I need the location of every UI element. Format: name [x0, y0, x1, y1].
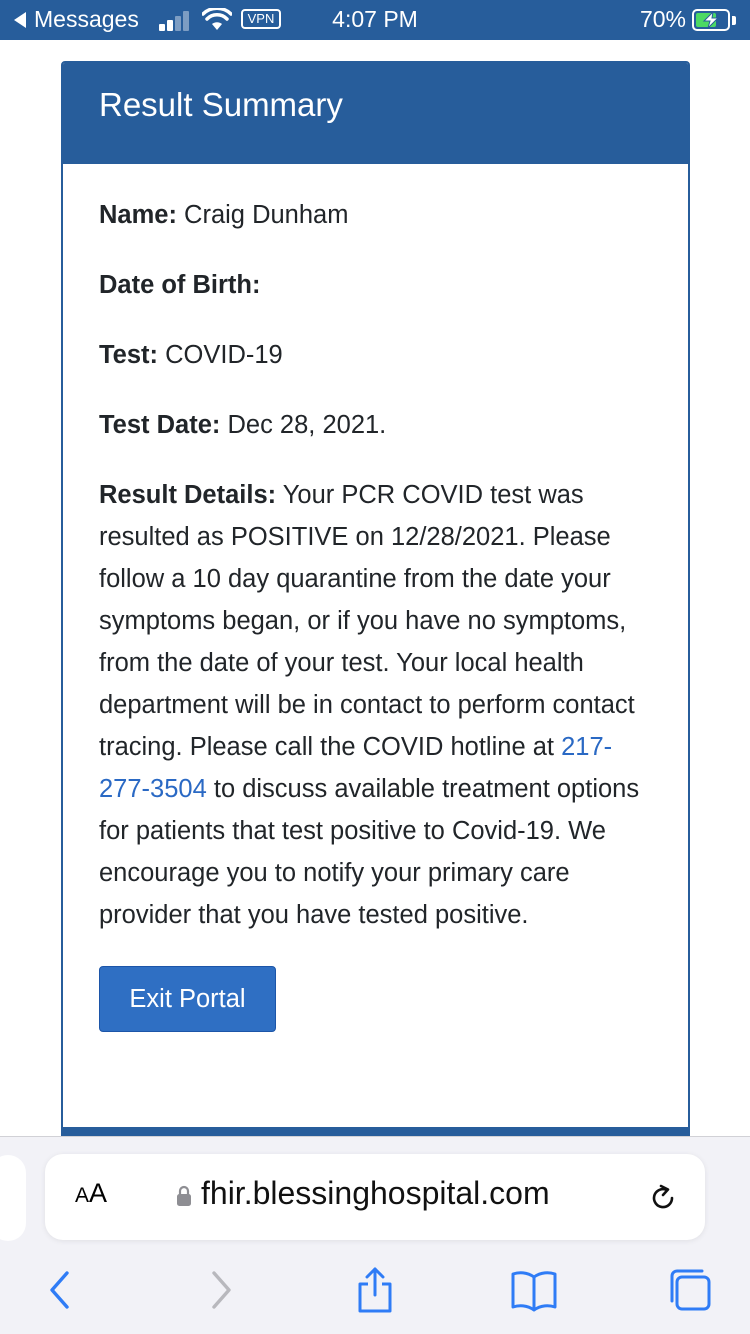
test-date-label: Test Date:	[99, 411, 221, 439]
result-details	[99, 474, 652, 936]
url-text: fhir.blessinghospital.com	[201, 1175, 550, 1211]
browser-nav-row	[0, 1265, 750, 1315]
lock-icon	[176, 1185, 192, 1207]
previous-tab-peek[interactable]	[0, 1155, 26, 1241]
vpn-badge: VPN	[241, 9, 281, 29]
reload-icon[interactable]	[647, 1182, 679, 1214]
tabs-icon[interactable]	[665, 1265, 715, 1315]
result-details-label: Result Details:	[99, 481, 277, 509]
charging-bolt-icon	[694, 11, 728, 29]
card-title: Result Summary	[99, 86, 343, 123]
test-field	[99, 334, 652, 376]
back-app-label: Messages	[34, 6, 139, 32]
browser-toolbar	[0, 1136, 750, 1334]
status-time: 4:07 PM	[332, 6, 418, 32]
book-icon[interactable]	[509, 1265, 559, 1315]
test-value: COVID-19	[165, 341, 283, 369]
name-value: Craig Dunham	[184, 201, 349, 229]
battery-cap	[732, 16, 736, 25]
chevron-left-icon[interactable]	[35, 1265, 85, 1315]
test-label: Test:	[99, 341, 159, 369]
dob-label: Date of Birth:	[99, 271, 261, 299]
exit-portal-button[interactable]: Exit Portal	[99, 966, 276, 1032]
result-details-text-end: to discuss available treatment options for patients that test positive to Covid-19. We encourage you to notify your primary care provider that you have tested positive.	[99, 775, 640, 929]
card-header	[63, 63, 688, 164]
status-bar	[0, 0, 750, 40]
result-details-text: Your PCR COVID test was resulted as POSITIVE on 12/28/2021. Please follow a 10 day quarantine from the date your symptoms began, or if you have no symptoms, from the date of your test. Your local health department will be in contact to perform contact tracing. Please call the COVID hotline at	[99, 481, 635, 761]
result-summary-card	[61, 61, 690, 1151]
hotline-phone-link[interactable]: 217-277-3504	[99, 733, 613, 803]
name-label: Name:	[99, 201, 177, 229]
dob-field	[99, 264, 652, 306]
test-date-field	[99, 404, 652, 446]
test-date-value: Dec 28, 2021.	[227, 411, 387, 439]
page-settings-button[interactable]: AA	[75, 1178, 108, 1208]
battery-percent: 70%	[639, 6, 686, 32]
card-body	[63, 164, 688, 1032]
share-icon[interactable]	[350, 1265, 400, 1315]
chevron-right-icon[interactable]	[196, 1265, 246, 1315]
name-field	[99, 194, 652, 236]
address-bar[interactable]	[45, 1154, 705, 1240]
battery-icon	[692, 9, 730, 31]
